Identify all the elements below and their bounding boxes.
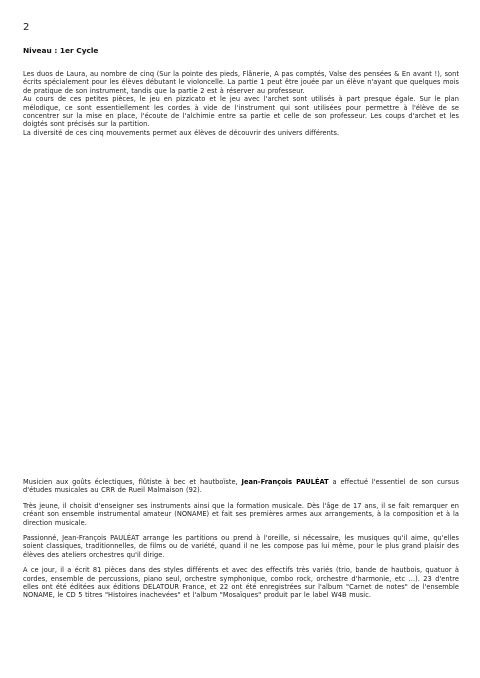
bio-p1-rest: a effectué l'essentiel de son cursus d'études musicales au CRR de Rueil Malmaison (92). [23,478,459,495]
page-number: 2 [23,22,30,33]
bio-paragraph-2: Très jeune, il choisit d'enseigner ses instruments ainsi que la formation musicale. Dès l'âge de 17 ans, il se fait remarquer en créant son ensemble instrumental amateur (NONAME) et fait ses premières armes aux arrangements, à la composition et à la direction musicale. [23,501,459,527]
composer-bio-section [23,478,459,607]
bio-paragraph-1 [23,478,459,495]
description-section [23,70,459,137]
bio-paragraph-4: A ce jour, il a écrit 81 pièces dans des styles différents et avec des effectifs très variés (trio, bande de hautbois, quatuor à cordes, ensemble de percussions, piano seul, orchestre symphonique, combo rock, orchestre d'harmonie, etc ...). 23 d'entre elles ont été éditées aux éditions DELATOUR France, et 22 ont été enregistrées sur l'album "Carnet de notes" de l'ensemble NONAME, le CD 5 titres "Histoires inachevées" et l'album "Mosaïques" produit par le label W4B music. [23,566,459,600]
level-label: Niveau : [23,46,60,55]
bio-p1-intro: Musicien aux goûts éclectiques, flûtiste à bec et hautboïste, [23,478,242,486]
level-value: 1er Cycle [59,46,99,55]
description-paragraph-1: Les duos de Laura, au nombre de cinq (Sur la pointe des pieds, Flânerie, A pas comptés, Valse des pensées & En avant !), sont écrits spécialement pour les élèves débutant le violoncelle. La partie 1 peut être jouée par un élève n'ayant que quelques mois de pratique de son instrument, tandis que la partie 2 est à réserver au professeur. [23,70,459,95]
composer-name: Jean-François PAULÉAT [241,478,329,486]
description-paragraph-2: Au cours de ces petites pièces, le jeu en pizzicato et le jeu avec l'archet sont utilisés à part presque égale. Sur le plan mélodique, ce sont essentiellement les cordes à vide de l'instrument qui sont utilisées pour permettre à l'élève de se concentrer sur la mise en place, l'écoute de l'alchimie entre sa partie et celle de son professeur. Les coups d'archet et les doigtés sont précisés sur la partition. [23,95,459,129]
level-heading [23,46,98,55]
bio-paragraph-3: Passionné, Jean-François PAULÉAT arrange les partitions ou prend à l'oreille, si nécessaire, les musiques qu'il aime, qu'elles soient classiques, traditionnelles, de films ou de variété, quand il ne les compose pas lui même, pour le plus grand plaisir des élèves des ateliers orchestres qu'il dirige. [23,534,459,559]
description-paragraph-3: La diversité de ces cinq mouvements permet aux élèves de découvrir des univers différents. [23,128,340,137]
